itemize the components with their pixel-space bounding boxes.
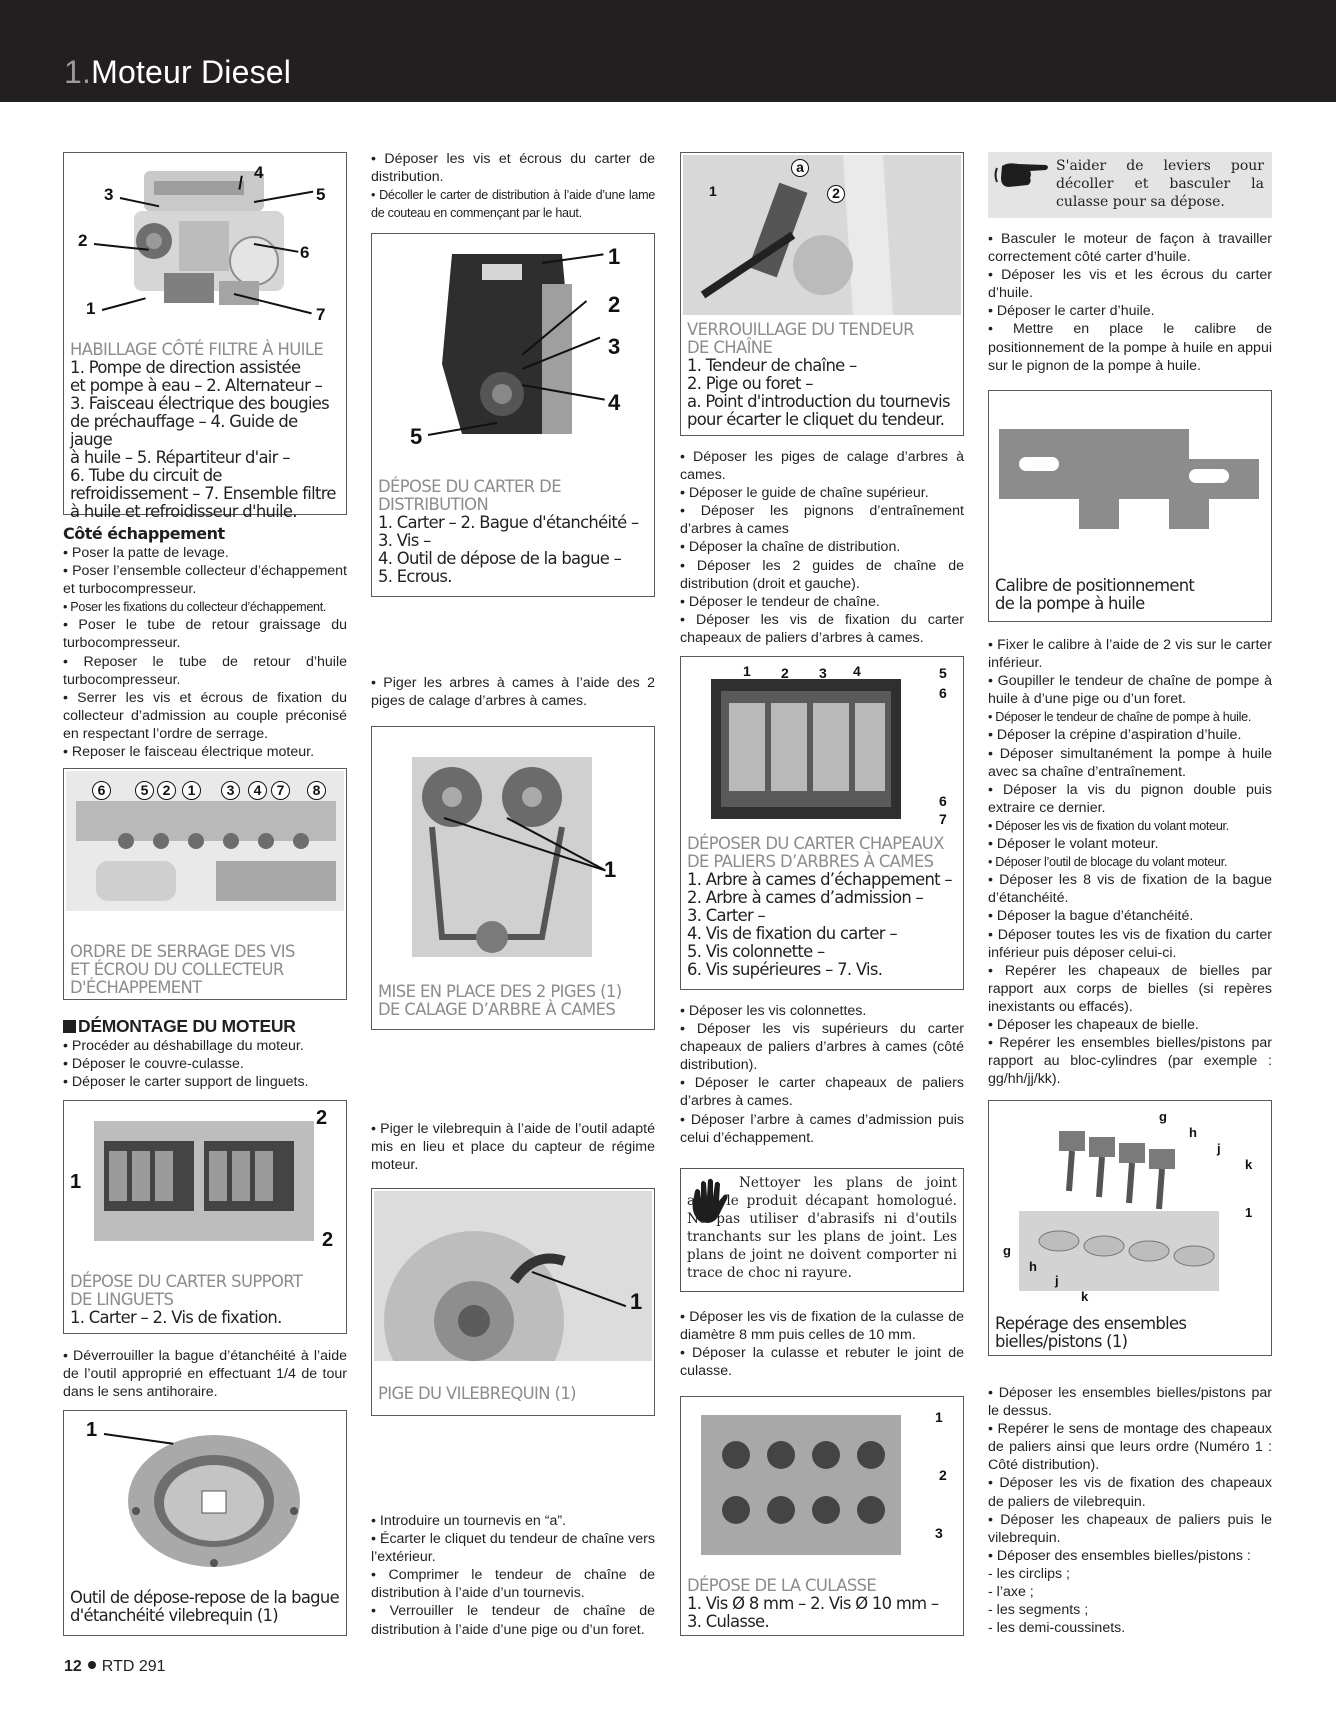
callout-2: 2 xyxy=(316,1107,328,1129)
callout-7: 7 xyxy=(271,781,290,800)
oil-pump-gauge-illustration xyxy=(999,429,1259,529)
callout-4: 4 xyxy=(254,163,264,182)
callout-1: 1 xyxy=(86,1419,98,1441)
callout-5: 5 xyxy=(316,185,326,204)
instruction-item: • Déposer les piges de calage d’arbres à cames. xyxy=(680,449,964,484)
instruction-item: • Déposer les chapeaux de bielle. xyxy=(988,1016,1199,1033)
instruction-subitem: - les demi-coussinets. xyxy=(988,1620,1126,1637)
figure-caption xyxy=(70,943,340,997)
instruction-list xyxy=(988,230,1272,375)
instruction-item: • Reposer le tube de retour d’huile turbocompresseur. xyxy=(63,653,347,688)
warning-note xyxy=(680,1168,964,1292)
callout-2: 2 xyxy=(939,1467,947,1483)
instruction-subitem: - les segments ; xyxy=(988,1602,1089,1619)
tip-note xyxy=(988,152,1272,218)
caption-line: 4. Vis de fixation du carter – xyxy=(687,924,897,943)
instruction-item: • Déposer le guide de chaîne supérieur. xyxy=(680,485,929,502)
instruction-item: • Déposer les vis de fixation du carter chapeaux de paliers d’arbres à cames. xyxy=(680,611,964,646)
callout-1: 1 xyxy=(743,663,751,679)
callout-1: 1 xyxy=(1245,1205,1253,1220)
callout-2: 2 xyxy=(827,185,845,203)
figure-caption xyxy=(378,983,648,1019)
tip-text: S'aider de leviers pour décoller et basculer la culasse pour sa dépose. xyxy=(1056,158,1264,210)
callout-2: 2 xyxy=(157,781,176,800)
instruction-item: • Déposer le tendeur de chaîne. xyxy=(680,593,880,610)
callout-2: 2 xyxy=(781,665,789,681)
callout-4: 4 xyxy=(853,663,861,679)
caption-line: Repérage des ensembles xyxy=(995,1314,1187,1333)
callout-j: j xyxy=(1217,1141,1221,1156)
instruction-item: • Déposer l’arbre à cames d’admission puis celui d’échappement. xyxy=(680,1111,964,1146)
timing-cover-illustration xyxy=(432,244,582,444)
instruction-item: • Repérer le sens de montage des chapeaux de paliers ainsi que leurs ordre (Numéro 1 : Côté distribution). xyxy=(988,1421,1272,1474)
instruction-item: • Déposer le carter support de linguets. xyxy=(63,1074,309,1091)
square-bullet-icon xyxy=(63,1020,76,1033)
bullet-dot-icon xyxy=(88,1661,96,1669)
caption-line: à huile – 5. Répartiteur d'air – xyxy=(70,448,290,467)
section-heading-text: DÉMONTAGE DU MOTEUR xyxy=(78,1016,296,1036)
callout-3: 3 xyxy=(221,781,240,800)
instruction-item: • Déposer les chapeaux de paliers puis le vilebrequin. xyxy=(988,1511,1272,1546)
callout-6: 6 xyxy=(92,781,111,800)
callout-1: 1 xyxy=(709,183,717,199)
callout-4: 4 xyxy=(248,781,267,800)
page-footer xyxy=(64,1658,166,1676)
callout-6: 6 xyxy=(939,793,947,809)
seal-tool-illustration xyxy=(124,1431,304,1571)
figure-habillage-filtre xyxy=(63,152,347,521)
page-number: 12 xyxy=(64,1658,82,1675)
instruction-item: • Déposer le couvre-culasse. xyxy=(63,1056,244,1073)
instruction-item: • Reposer le faisceau électrique moteur. xyxy=(63,744,315,761)
caption-line: 3. Culasse. xyxy=(687,1612,769,1631)
figure-depose-culasse xyxy=(680,1396,964,1636)
caption-title-line: DE CHAÎNE xyxy=(687,338,773,357)
callout-5: 5 xyxy=(410,424,423,449)
caption-line: à huile et refroidisseur d'huile. xyxy=(70,502,297,521)
instruction-item: • Déposer la crépine d’aspiration d’huile. xyxy=(988,727,1242,744)
caption-line: PIGE DU VILEBREQUIN (1) xyxy=(378,1384,576,1403)
instruction-list xyxy=(680,1002,964,1147)
chapter-number: 1. xyxy=(64,54,92,90)
instruction-item: • Déposer le tendeur de chaîne de pompe à huile. xyxy=(988,710,1252,725)
instruction-item: • Déposer l’outil de blocage du volant moteur. xyxy=(988,855,1228,870)
instruction-item: • Goupiller le tendeur de chaîne de pompe à huile à d’une pige ou d’un foret. xyxy=(988,673,1272,708)
instruction-item: • Déposer la vis du pignon double puis extraire ce dernier. xyxy=(988,781,1272,816)
callout-a: a xyxy=(791,159,809,177)
instruction-item: • Déposer la culasse et rebuter le joint de culasse. xyxy=(680,1345,964,1380)
caption-line: 3. Faisceau électrique des bougies xyxy=(70,394,330,413)
callout-k: k xyxy=(1081,1289,1089,1304)
caption-line: 1. Vis Ø 8 mm – 2. Vis Ø 10 mm – xyxy=(687,1594,939,1613)
instruction-item: • Déposer les 8 vis de fixation de la bague d’étanchéité. xyxy=(988,872,1272,907)
figure-carter-distribution xyxy=(371,233,655,597)
caption-line: 3. Vis – xyxy=(378,531,431,550)
instruction-list xyxy=(680,448,964,647)
figure-piges-calage xyxy=(371,726,655,1030)
section-title: Côté échappement xyxy=(63,524,225,543)
instruction-item: • Introduire un tournevis en “a”. xyxy=(371,1513,567,1529)
instruction-item: • Écarter le cliquet du tendeur de chaîne vers l’extérieur. xyxy=(371,1531,655,1566)
instruction-list xyxy=(371,1512,655,1639)
callout-1: 1 xyxy=(86,299,96,318)
instruction-item: • Déposer des ensembles bielles/pistons : xyxy=(988,1547,1251,1564)
caption-line: 5. Vis colonnette – xyxy=(687,942,825,961)
figure-reperage-bielles xyxy=(988,1100,1272,1356)
caption-line: DE CALAGE D’ARBRE À CAMES xyxy=(378,1000,616,1019)
callout-6: 6 xyxy=(939,685,947,701)
caption-title-line: DE LINGUETS xyxy=(70,1290,174,1309)
caption-line: 2. Pige ou foret – xyxy=(687,374,813,393)
figure-calibre-pompe xyxy=(988,390,1272,622)
instruction-list xyxy=(63,544,347,761)
instruction-item: • Déposer le volant moteur. xyxy=(988,836,1159,853)
instruction-list xyxy=(988,1384,1272,1637)
engine-illustration xyxy=(124,161,294,321)
figure-carter-support-linguets xyxy=(63,1100,347,1334)
callout-h: h xyxy=(1189,1125,1197,1140)
caption-line: refroidissement – 7. Ensemble filtre xyxy=(70,484,336,503)
figure-caption xyxy=(687,1577,957,1631)
instruction-item: • Mettre en place le calibre de positionnement de la pompe à huile en appui sur le pignon de la pompe à huile. xyxy=(988,321,1272,374)
instruction-item: • Poser l’ensemble collecteur d’échappement et turbocompresseur. xyxy=(63,563,347,598)
caption-title-line: DÉPOSER DU CARTER CHAPEAUX xyxy=(687,834,944,853)
callout-1: 1 xyxy=(182,781,201,800)
instruction-item: • Verrouiller le tendeur de chaîne de distribution à l’aide d’une pige ou d’un foret. xyxy=(371,1603,655,1638)
caption-line: et pompe à eau – 2. Alternateur – xyxy=(70,376,323,395)
caption-line: 2. Arbre à cames d’admission – xyxy=(687,888,924,907)
chapter-title-text: Moteur Diesel xyxy=(91,54,292,90)
instruction-item: • Déposer le carter chapeaux de paliers d’arbres à cames. xyxy=(680,1075,964,1110)
chapter-header xyxy=(0,0,1336,102)
instruction-item: • Déposer les vis et les écrous du carter d’huile. xyxy=(988,267,1272,302)
instruction-item: • Déverrouiller la bague d’étanchéité à l’aide de l’outil approprié en effectuant 1/4 de tour dans le sens antihoraire. xyxy=(63,1348,347,1401)
instruction-item: • Déposer les vis de fixation des chapeaux de paliers de vilebrequin. xyxy=(988,1475,1272,1510)
figure-pige-vilebrequin xyxy=(371,1188,655,1416)
caption-line: 3. Carter – xyxy=(687,906,766,925)
instruction-item: • Déposer les ensembles bielles/pistons par le dessus. xyxy=(988,1385,1272,1420)
callout-1: 1 xyxy=(935,1409,943,1425)
instruction-list xyxy=(988,636,1272,1088)
camshaft-cover-illustration xyxy=(711,679,901,819)
instruction-item: • Repérer les ensembles bielles/pistons par rapport au bloc-cylindres (par exemple : gg/hh/jj/kk). xyxy=(988,1035,1272,1088)
figure-caption xyxy=(70,1273,340,1327)
instruction-item: • Déposer les 2 guides de chaîne de distribution (droit et gauche). xyxy=(680,557,964,592)
instruction-item: • Déposer les vis supérieurs du carter chapeaux de paliers d’arbres à cames (côté distribution). xyxy=(680,1021,964,1074)
instruction-subitem: - l’axe ; xyxy=(988,1584,1034,1601)
instruction-item: • Déposer la bague d’étanchéité. xyxy=(988,908,1194,925)
instruction-item: • Fixer le calibre à l’aide de 2 vis sur le carter inférieur. xyxy=(988,637,1272,672)
chain-tensioner-illustration xyxy=(683,155,961,315)
instruction-item: • Basculer le moteur de façon à travailler correctement côté carter d’huile. xyxy=(988,231,1272,266)
instruction-item: • Déposer toutes les vis de fixation du carter inférieur puis déposer celui-ci. xyxy=(988,926,1272,961)
callout-6: 6 xyxy=(300,243,310,262)
caption-line: a. Point d'introduction du tournevis xyxy=(687,392,950,411)
instruction-text xyxy=(371,674,655,710)
caption-line: 4. Outil de dépose de la bague – xyxy=(378,549,622,568)
callout-1: 1 xyxy=(70,1171,82,1193)
callout-2: 2 xyxy=(78,231,88,250)
caption-line: MISE EN PLACE DES 2 PIGES (1) xyxy=(378,982,622,1001)
figure-ordre-serrage xyxy=(63,768,347,1000)
instruction-item: • Comprimer le tendeur de chaîne de distribution à l’aide d’un tournevis. xyxy=(371,1567,655,1602)
caption-title: DÉPOSE DE LA CULASSE xyxy=(687,1576,877,1595)
callout-g: g xyxy=(1003,1243,1011,1258)
callout-1: 1 xyxy=(608,244,621,269)
instruction-list xyxy=(680,1308,964,1380)
caption-line: 6. Vis supérieures – 7. Vis. xyxy=(687,960,883,979)
figure-caption xyxy=(687,321,957,429)
instruction-item: • Poser la patte de levage. xyxy=(63,545,229,561)
callout-h: h xyxy=(1029,1259,1037,1274)
figure-verrouillage-tendeur xyxy=(680,152,964,436)
instruction-item: • Déposer simultanément la pompe à huile avec sa chaîne d’entraînement. xyxy=(988,745,1272,780)
section-demontage-moteur xyxy=(63,1016,347,1091)
instruction-item: • Déposer les vis de fixation de la culasse de diamètre 8 mm puis celles de 10 mm. xyxy=(680,1309,964,1344)
instruction-item: • Procéder au déshabillage du moteur. xyxy=(63,1038,304,1054)
caption-line: pour écarter le cliquet du tendeur. xyxy=(687,410,945,429)
rocker-carrier-illustration xyxy=(94,1111,314,1251)
caption-line: ET ÉCROU DU COLLECTEUR xyxy=(70,960,284,979)
figure-caption xyxy=(70,341,340,521)
caption-title: HABILLAGE CÔTÉ FILTRE À HUILE xyxy=(70,340,324,359)
instruction-item: • Piger les arbres à cames à l’aide des 2 piges de calage d’arbres à cames. xyxy=(371,675,655,710)
instruction-list xyxy=(63,1037,347,1091)
figure-caption xyxy=(378,478,648,586)
callout-k: k xyxy=(1245,1157,1253,1172)
figure-carter-chapeaux-paliers xyxy=(680,656,964,990)
instruction-list xyxy=(371,150,655,222)
figure-caption xyxy=(995,1315,1265,1351)
caption-line: 1. Arbre à cames d’échappement – xyxy=(687,870,952,889)
caption-line: Calibre de positionnement xyxy=(995,576,1195,595)
caption-line: 1. Tendeur de chaîne – xyxy=(687,356,857,375)
callout-3: 3 xyxy=(104,185,114,204)
caption-title-line: VERROUILLAGE DU TENDEUR xyxy=(687,320,914,339)
instruction-subitem: - les circlips ; xyxy=(988,1565,1070,1582)
instruction-text xyxy=(371,1120,655,1174)
callout-3: 3 xyxy=(608,334,621,359)
instruction-item: • Poser le tube de retour graissage du turbocompresseur. xyxy=(63,617,347,652)
instruction-item: • Décoller le carter de distribution à l’aide d’une lame de couteau en commençant par le haut. xyxy=(371,188,655,221)
caption-line: de la pompe à huile xyxy=(995,594,1145,613)
figure-caption xyxy=(70,1589,340,1625)
figure-outil-bague xyxy=(63,1410,347,1636)
crankshaft-pin-illustration xyxy=(374,1191,652,1361)
caption-line: 1. Pompe de direction assistée xyxy=(70,358,301,377)
caption-title-line: DÉPOSE DU CARTER SUPPORT xyxy=(70,1272,303,1291)
instruction-item: • Déposer les vis de fixation du volant moteur. xyxy=(988,818,1229,833)
section-cote-echappement xyxy=(63,524,347,761)
instruction-item: • Déposer la chaîne de distribution. xyxy=(680,539,901,556)
figure-caption xyxy=(378,1385,648,1403)
instruction-item: • Poser les fixations du collecteur d’échappement. xyxy=(63,600,327,615)
callout-3: 3 xyxy=(819,665,827,681)
callout-2: 2 xyxy=(608,292,621,317)
publication-name: RTD 291 xyxy=(101,1658,166,1675)
callout-7: 7 xyxy=(316,305,326,324)
caption-line: D'ÉCHAPPEMENT xyxy=(70,978,202,997)
pointing-hand-icon xyxy=(994,160,1050,195)
instruction-item: • Déposer les pignons d’entraînement d’arbres à cames xyxy=(680,503,964,538)
callout-1: 1 xyxy=(630,1289,643,1314)
callout-8: 8 xyxy=(307,781,326,800)
instruction-item: • Serrer les vis et écrous de fixation du collecteur d’admission au couple préconisé en respectant l’ordre de serrage. xyxy=(63,689,347,742)
caption-title-line: DISTRIBUTION xyxy=(378,495,489,514)
caption-line: Outil de dépose-repose de la bague xyxy=(70,1588,339,1607)
figure-caption xyxy=(687,835,957,979)
figure-caption xyxy=(995,577,1265,613)
instruction-item: • Piger le vilebrequin à l’aide de l’outil adapté mis en lieu et place du capteur de régime moteur. xyxy=(371,1121,655,1174)
caption-title-line: DE PALIERS D’ARBRES À CAMES xyxy=(687,852,934,871)
callout-7: 7 xyxy=(939,811,947,827)
instruction-text xyxy=(63,1347,347,1401)
instruction-item: • Déposer le carter d’huile. xyxy=(988,303,1155,320)
instruction-item: • Déposer les vis et écrous du carter de distribution. xyxy=(371,151,655,186)
callout-g: g xyxy=(1159,1109,1167,1124)
caption-line: ORDRE DE SERRAGE DES VIS xyxy=(70,942,295,961)
callout-2: 2 xyxy=(322,1229,334,1251)
caption-line: d'étanchéité vilebrequin (1) xyxy=(70,1606,278,1625)
warning-text: Nettoyer les plans de joint avec le produit décapant homologué. Ne pas utiliser d'abrasifs ni d'outils tranchants sur les plans de joint. Les plans de joint ne doivent comporter ni trace de choc ni rayure. xyxy=(687,1175,957,1281)
callout-j: j xyxy=(1055,1273,1059,1288)
cylinder-head-illustration xyxy=(691,1405,911,1565)
caption-line: bielles/pistons (1) xyxy=(995,1332,1128,1351)
caption-title-line: DÉPOSE DU CARTER DE xyxy=(378,477,561,496)
instruction-item: • Repérer les chapeaux de bielles par rapport aux corps de bielles (si repères inexistants ou effacés). xyxy=(988,962,1272,1015)
callout-1: 1 xyxy=(604,857,617,882)
section-heading xyxy=(63,1016,347,1037)
caption-line: 1. Carter – 2. Bague d'étanchéité – xyxy=(378,513,639,532)
callout-3: 3 xyxy=(935,1525,943,1541)
chapter-title xyxy=(64,54,291,91)
caption-line: 5. Ecrous. xyxy=(378,567,452,586)
caption-line: 6. Tube du circuit de xyxy=(70,466,222,485)
caption-line: de préchauffage – 4. Guide de jauge xyxy=(70,412,298,449)
callout-5: 5 xyxy=(939,665,947,681)
callout-5: 5 xyxy=(135,781,154,800)
instruction-item: • Déposer les vis colonnettes. xyxy=(680,1003,867,1019)
callout-4: 4 xyxy=(608,390,621,415)
caption-body: 1. Carter – 2. Vis de fixation. xyxy=(70,1308,282,1327)
